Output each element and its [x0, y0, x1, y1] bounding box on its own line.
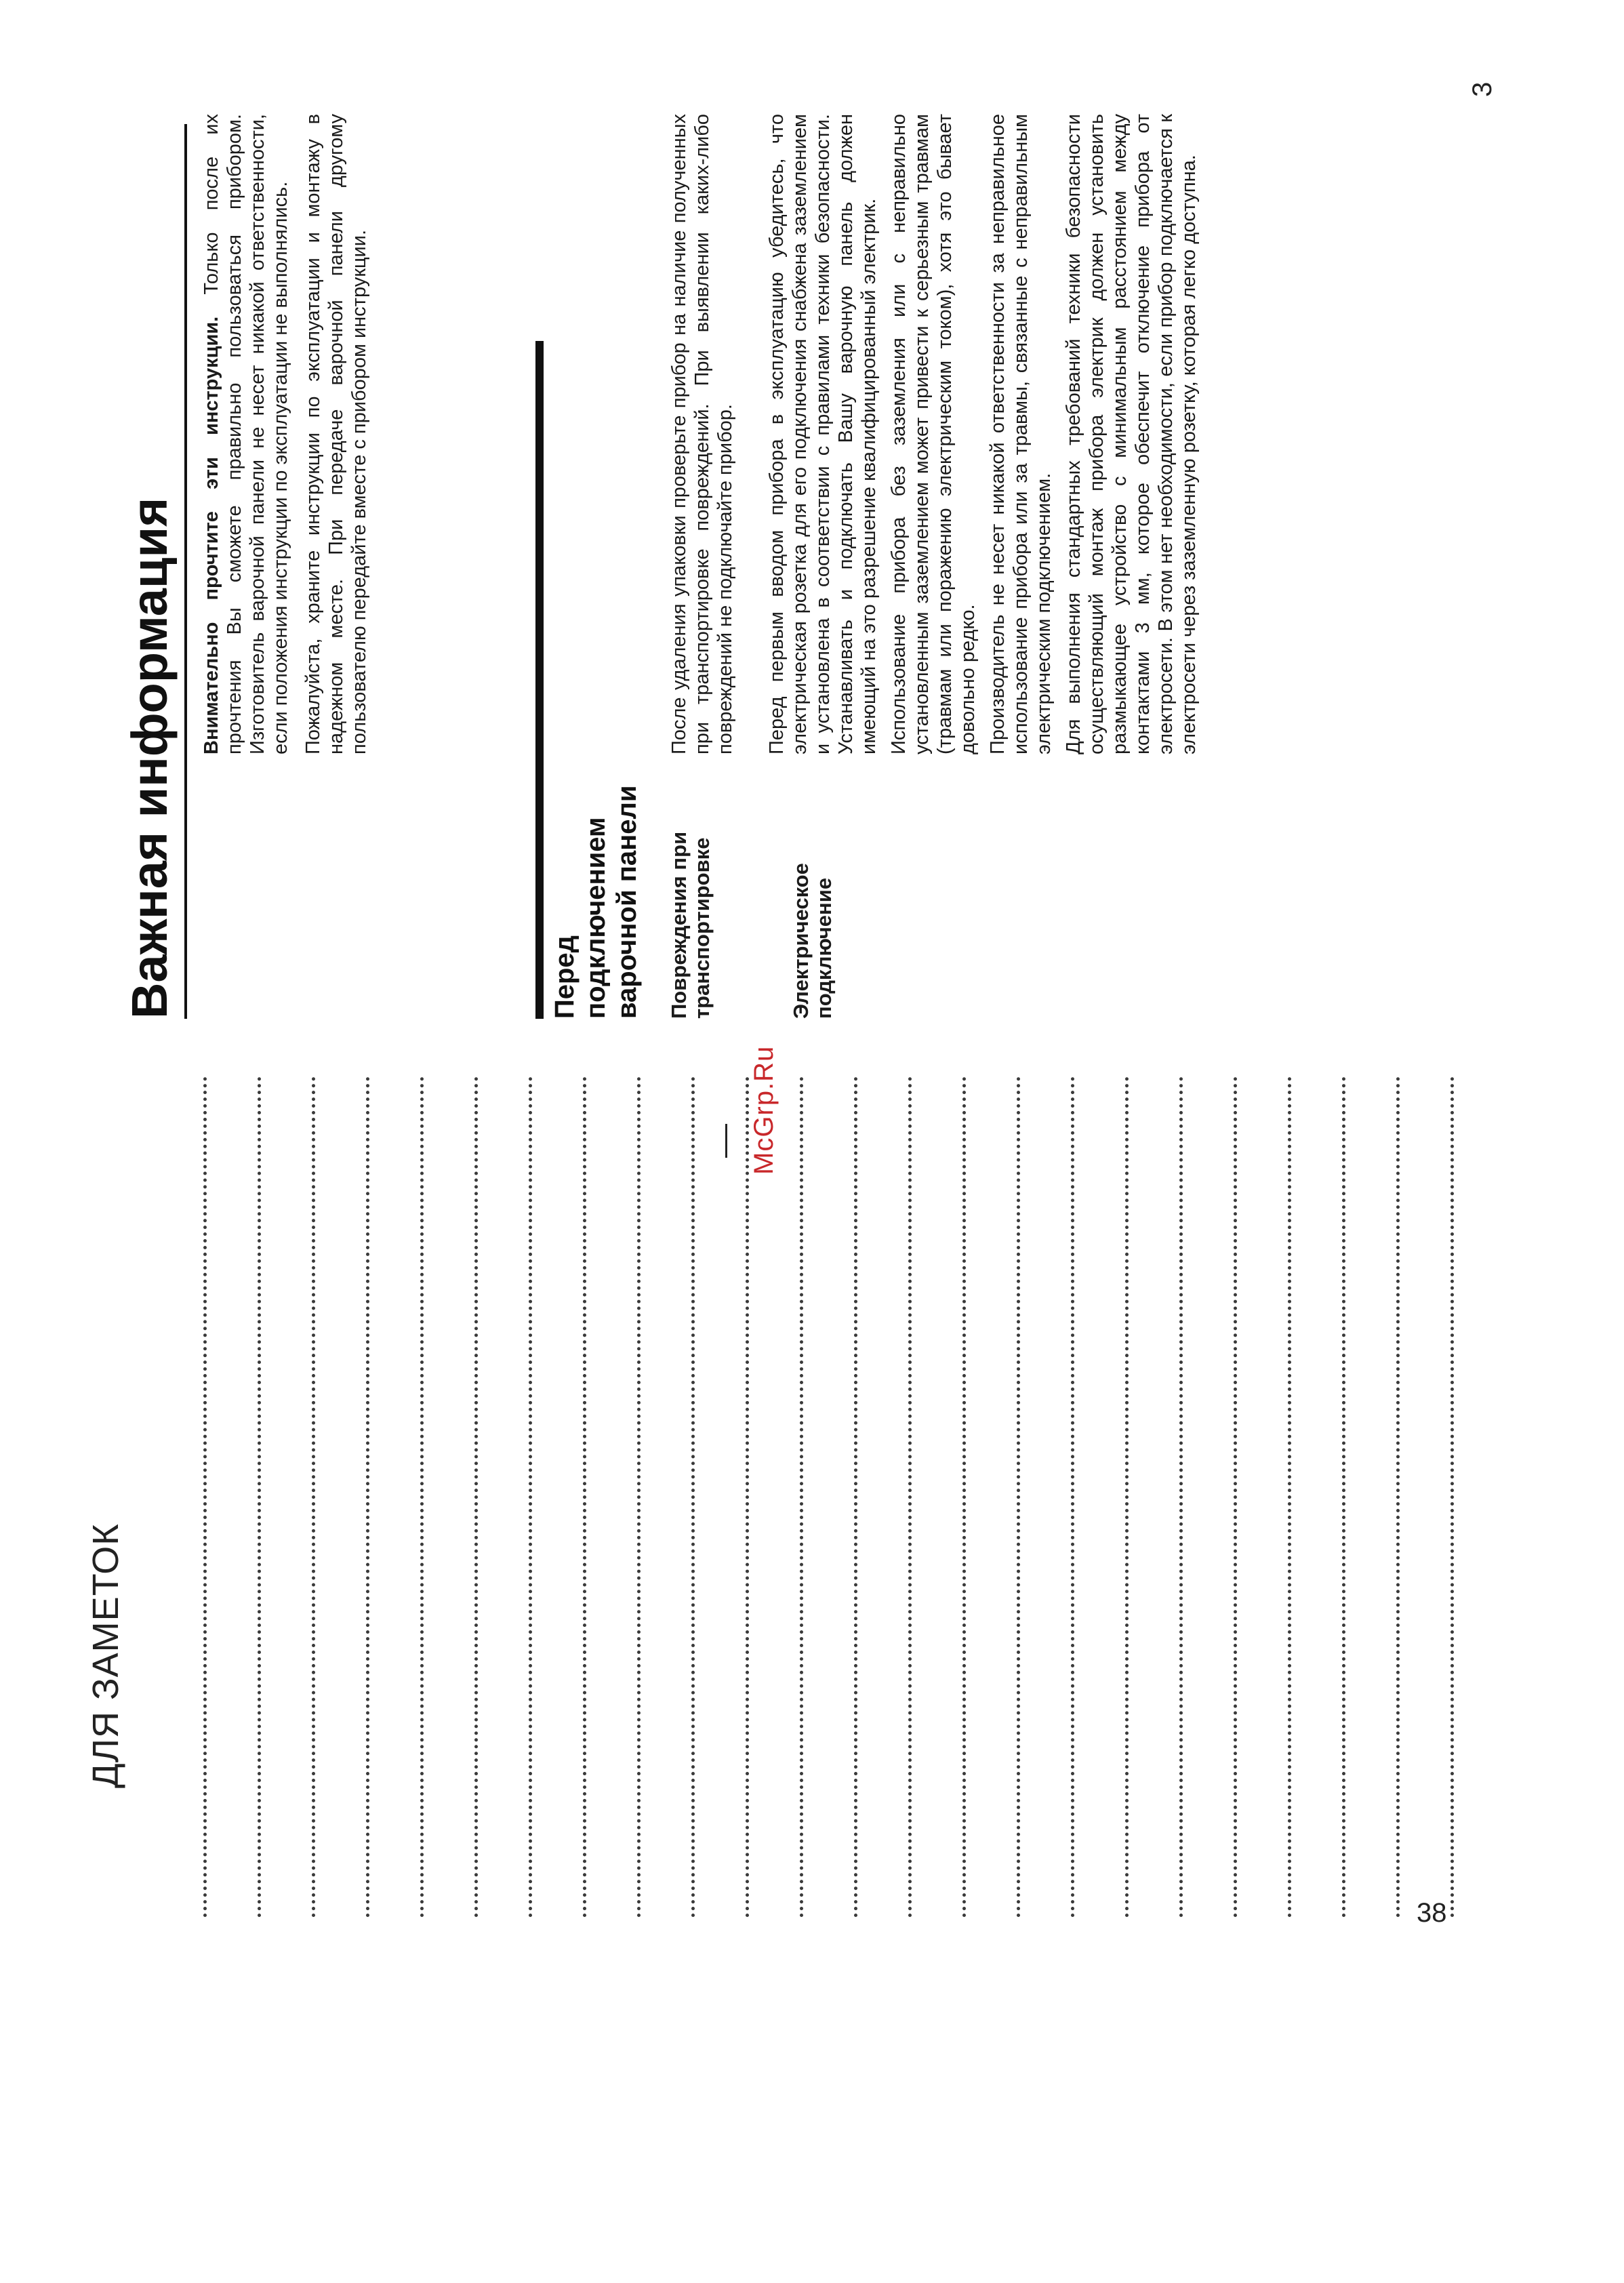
dotted-line	[695, 1076, 749, 1917]
section-bar	[535, 341, 544, 1019]
dotted-line	[369, 1076, 424, 1917]
dotted-line	[315, 1076, 369, 1917]
dotted-line	[153, 1076, 207, 1917]
dotted-line	[803, 1076, 857, 1917]
scan-mark	[725, 1124, 727, 1158]
electric-connection-label: Электрическое подключение	[789, 863, 836, 1019]
transport-paragraph: После удаления упаковки проверьте прибор на наличие полученных при транспортировке повреждений. При выявлении каких-либо повреждений не подключайте прибор.	[668, 114, 736, 754]
electric-paragraph: Использование прибора без заземления или с неправильно установленным заземлением может привести к серьезным травмам (травмам или поражению электрическим током), хотя это бывает довольно редко.	[888, 114, 979, 754]
notes-dotted-lines	[153, 1076, 1454, 1917]
section-heading: Перед подключением варочной панели	[550, 785, 642, 1019]
intro-bold: Внимательно прочтите эти инструкции.	[201, 316, 222, 754]
watermark: McGrp.Ru	[749, 1045, 779, 1175]
dotted-line	[1074, 1076, 1129, 1917]
electric-paragraph: Перед первым вводом прибора в эксплуатацию убедитесь, что электрическая розетка для его подключения снабжена заземлением и установлена в соответствии с правилами техники безопасности. Устанавливать и подключать Вашу варочную панель должен имеющий на это разрешение квалифицированный электрик.	[766, 114, 880, 754]
dotted-line	[1183, 1076, 1237, 1917]
dotted-line	[1291, 1076, 1345, 1917]
notes-title: ДЛЯ ЗАМЕТОК	[85, 1523, 126, 1788]
dotted-line	[749, 1076, 803, 1917]
electric-paragraph: Производитель не несет никакой ответственности за неправильное использование прибора или за травмы, связанные с неправильным электрическим подключением.	[987, 114, 1055, 754]
dotted-line	[966, 1076, 1020, 1917]
dotted-line	[1400, 1076, 1454, 1917]
dotted-line	[424, 1076, 478, 1917]
intro-paragraph	[302, 114, 371, 754]
dotted-line	[478, 1076, 532, 1917]
dotted-line	[207, 1076, 261, 1917]
intro-text	[200, 114, 380, 754]
dotted-line	[1345, 1076, 1400, 1917]
intro-paragraph	[200, 114, 292, 754]
transport-damage-label: Повреждения при транспортировке	[667, 831, 714, 1019]
dotted-line	[641, 1076, 695, 1917]
electric-paragraph: Для выполнения стандартных требований техники безопасности осуществляющий монтаж прибора электрик должен установить размыкающее устройство с минимальным расстоянием между контактами 3 мм, которое обеспечит отключение прибора от электросети. В этом нет необходимости, если прибор подключается к электросети через заземленную розетку, которая легко доступна.	[1063, 114, 1200, 754]
intro-text-1: Только после их прочтения Вы сможете правильно пользоваться прибором. Изготовитель варочной панели не несет никакой ответственности, если положения инструкции по эксплуатации не выполнялись.	[201, 114, 291, 754]
dotted-line	[261, 1076, 315, 1917]
dotted-line	[912, 1076, 966, 1917]
dotted-line	[532, 1076, 586, 1917]
intro-text-2: Пожалуйста, храните инструкции по эксплуатации и монтажу в надежном месте. При передаче варочной панели другому пользователю передайте вместе с прибором инструкции.	[302, 114, 370, 754]
section-body	[668, 114, 1207, 754]
right-page-number: 3	[1467, 81, 1497, 97]
dotted-line	[1129, 1076, 1183, 1917]
dotted-line	[857, 1076, 912, 1917]
left-page-number: 38	[1417, 1898, 1447, 1928]
page-title: Важная информация	[121, 497, 178, 1019]
dotted-line	[1237, 1076, 1291, 1917]
dotted-line	[586, 1076, 641, 1917]
dotted-line	[1020, 1076, 1074, 1917]
title-rule	[184, 124, 187, 1019]
